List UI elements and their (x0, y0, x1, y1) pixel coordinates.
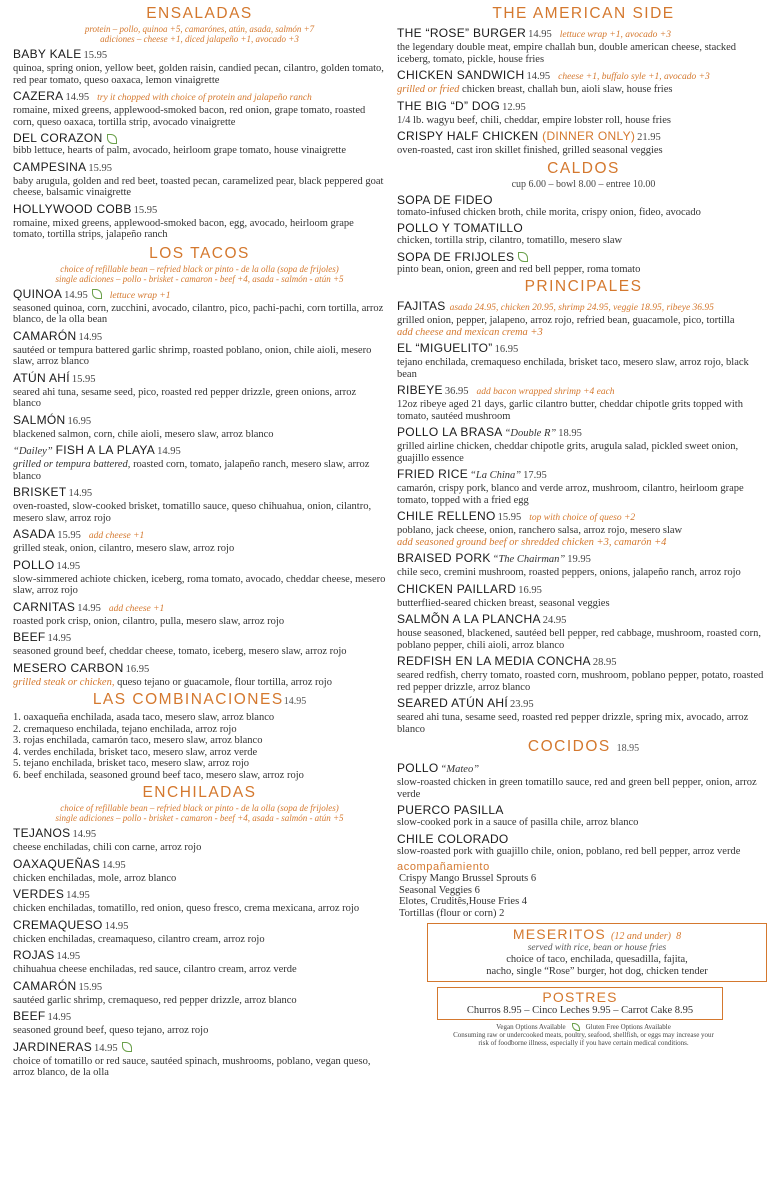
item-description: camarón, crispy pork, blanco and verde arroz, mushroom, cilantro, heirloom grape tomato, topped with a fried egg (397, 483, 744, 506)
item-price: 14.95 (65, 92, 90, 103)
item-description: tomato-infused chicken broth, chile morita, crispy onion, fideo, avocado (397, 206, 701, 218)
item-price: 15.95 (83, 50, 108, 61)
item-note: lettuce wrap +1 (109, 290, 171, 301)
item-name: POLLO (13, 557, 55, 572)
menu-item (13, 979, 386, 1007)
vegan-leaf-icon (122, 1042, 132, 1052)
combo-item: 3. rojas enchilada, camarón taco, mesero slaw, arroz blanco (13, 735, 263, 746)
menu-item (13, 661, 386, 689)
item-price: 14.95 (68, 488, 93, 499)
item-name: JARDINERAS (13, 1039, 93, 1054)
menu-item (397, 509, 770, 548)
item-price: 16.95 (494, 344, 519, 355)
menu-item (397, 68, 770, 96)
item-price: 19.95 (567, 554, 591, 565)
item-price: 14.95 (66, 890, 90, 901)
item-description: bibb lettuce, hearts of palm, avocado, heirloom grape tomato, house vinaigrette (13, 145, 346, 156)
item-description (13, 677, 386, 689)
item-price: 14.95 (64, 289, 88, 301)
left-column (13, 2, 386, 1079)
meseritos-title-text: MESERITOS (512, 926, 606, 942)
menu-item (397, 467, 770, 506)
ensaladas-section (13, 5, 386, 241)
item-price: 15.95 (497, 512, 522, 523)
item-description: chihuahua cheese enchiladas, red sauce, cilantro cream, arroz verde (13, 964, 297, 975)
item-name: THE “ROSE” BURGER (397, 26, 527, 40)
menu-item (397, 761, 770, 800)
menu-item (13, 89, 386, 128)
item-price: 14.95 (56, 951, 81, 962)
menu-item (397, 425, 770, 464)
postres-box (437, 987, 723, 1020)
item-description: seasoned quinoa, corn, zucchini, avocado, cilantro, pico, pachi-pachi, corn tortilla, arroz blanco, de la olla bean (13, 302, 384, 325)
footer (397, 1023, 770, 1047)
combinaciones-section (13, 691, 386, 781)
meseritos-box (427, 923, 767, 982)
menu-item (13, 558, 386, 597)
menu-item (13, 413, 386, 441)
caldos-prices: cup 6.00 – bowl 8.00 – entree 10.00 (511, 178, 656, 190)
item-description: chicken enchiladas, tomatillo, red onion, queso fresco, crema mexicana, arroz rojo (13, 903, 360, 914)
item-name: BRISKET (13, 485, 67, 499)
menu-item (397, 341, 770, 380)
item-price: 24.95 (542, 615, 567, 626)
item-description-text: queso tejano or guacamole, flour tortilla, arroz rojo (117, 676, 332, 688)
item-price: 28.95 (592, 657, 617, 668)
item-subtitle: “Dailey” (13, 446, 53, 457)
item-addon: add seasoned ground beef or shredded chicken +3, camarón +4 (397, 536, 667, 548)
menu-item (13, 826, 386, 854)
item-name: SALMÓN (13, 412, 66, 427)
tacos-section (13, 245, 386, 689)
right-column (397, 2, 770, 1047)
menu-item (397, 250, 770, 276)
menu-item (13, 287, 386, 326)
item-note: lettuce wrap +1, avocado +3 (559, 30, 671, 40)
menu-item (397, 832, 770, 858)
item-price: 14.95 (104, 920, 129, 932)
item-price: 16.95 (125, 663, 150, 675)
item-description: grilled onion, pepper, jalapeno, arroz rojo, refried bean, guacamole, pico, tortilla (397, 315, 735, 326)
item-price: 23.95 (509, 699, 534, 710)
side-item: Elotes, Cruditês,House Fries 4 (399, 896, 528, 907)
postres-title: POSTRES (542, 989, 618, 1005)
item-name: SOPA DE FIDEO (397, 192, 493, 207)
item-description-prefix: grilled steak or chicken, (13, 676, 115, 688)
item-name: PUERCO PASILLA (397, 803, 504, 817)
item-name: CHICKEN PAILLARD (397, 581, 517, 596)
enchiladas-bean-note: choice of refillable bean – refried black or pinto - de la olla (sopa de frijoles) (60, 803, 339, 813)
item-description: seared ahi tuna, sesame seed, roasted red pepper drizzle, spring mix, avocado, arroz blanco (397, 712, 749, 735)
side-item: Tortillas (flour or corn) 2 (399, 907, 505, 919)
item-name: MESERO CARBON (13, 660, 124, 675)
vegan-leaf-icon (107, 134, 117, 144)
menu-item (397, 803, 770, 829)
menu-item (13, 371, 386, 410)
meseritos-choices-2: nacho, single “Rose” burger, hot dog, chicken tender (486, 966, 708, 977)
menu-item (397, 551, 770, 579)
combo-item: 6. beef enchilada, seasoned ground beef taco, mesero slaw, arroz rojo (13, 769, 304, 781)
item-name: CRISPY HALF CHICKEN (397, 129, 539, 143)
item-price: 14.95 (78, 331, 103, 343)
dinner-only-badge: (DINNER ONLY) (542, 129, 636, 143)
menu-item (13, 630, 386, 658)
item-description: poblano, jack cheese, onion, ranchero salsa, arroz rojo, mesero slaw (397, 525, 683, 536)
item-subtitle: “The Chairman” (492, 554, 566, 565)
item-price: 18.95 (558, 428, 582, 439)
item-name: SOPA DE FRIJOLES (397, 249, 515, 264)
item-name: CHICKEN SANDWICH (397, 68, 525, 82)
item-description: chile seco, cremini mushroom, roasted peppers, onions, jalapeño ranch, arroz rojo (397, 567, 741, 578)
item-note: cheese +1, buffalo syle +1, avocado +3 (558, 72, 710, 82)
item-name: POLLO LA BRASA (397, 425, 503, 439)
principales-section (397, 278, 770, 735)
menu-item (397, 654, 770, 693)
item-description: seasoned ground beef, queso tejano, arroz rojo (13, 1025, 209, 1036)
item-description-prefix: grilled or fried (397, 84, 460, 95)
enchiladas-adiciones-note: single adiciones – pollo - brisket - camaron - beef +4, asada - salmón - atún +5 (55, 813, 344, 823)
item-name: FRIED RICE (397, 467, 469, 481)
item-description: pinto bean, onion, green and red bell pepper, roma tomato (397, 263, 641, 275)
item-description: chicken enchiladas, mole, arroz blanco (13, 872, 177, 884)
cocidos-price: 18.95 (616, 743, 640, 754)
postres-items: Churros 8.95 – Cinco Leches 9.95 – Carrot Cake 8.95 (466, 1005, 694, 1016)
item-name: THE BIG “D” DOG (397, 98, 501, 113)
item-name: CARNITAS (13, 599, 76, 614)
meseritos-served: served with rice, bean or house fries (527, 943, 667, 953)
menu-item (13, 527, 386, 555)
menu-item (13, 857, 386, 885)
item-name: HOLLYWOOD COBB (13, 201, 132, 216)
item-name: BABY KALE (13, 47, 82, 61)
item-price: 36.95 (444, 386, 469, 397)
item-name: CHILE COLORADO (397, 831, 509, 846)
item-description-text: chicken breast, challah bun, aioli slaw, house fries (462, 84, 673, 95)
item-price: 15.95 (88, 162, 113, 174)
item-price: 14.95 (157, 446, 181, 457)
vegan-leaf-icon (572, 1023, 580, 1031)
side-item: Seasonal Veggies 6 (399, 884, 480, 896)
item-description: grilled steak, onion, cilantro, mesero slaw, arroz rojo (13, 543, 235, 554)
item-price: 14.95 (47, 1012, 72, 1023)
menu-item (397, 99, 770, 127)
item-price: 15.95 (71, 373, 96, 385)
menu-item (397, 26, 770, 65)
item-description (397, 84, 770, 96)
menu-item (13, 485, 386, 524)
item-name: CAMARÓN (13, 978, 77, 993)
item-description: choice of tomatillo or red sauce, sautéed spinach, mushrooms, poblano, vegan queso, arroz blanco, de la olla (13, 1055, 371, 1078)
item-description: 12oz ribeye aged 21 days, garlic cilantro butter, cheddar chipotle grits topped with tomato, sautéed mushroom (397, 399, 743, 422)
item-description: slow-simmered achiote chicken, iceberg, roma tomato, avocado, cheddar cheese, mesero slaw, arroz rojo (13, 573, 386, 596)
gluten-free-text: Gluten Free Options Available (585, 1023, 671, 1031)
american-section (397, 5, 770, 157)
item-description: grilled airline chicken, cheddar chipotle grits, arugula salad, pickled sweet onion, guajillo essence (397, 441, 739, 464)
item-name: ROJAS (13, 948, 55, 962)
item-note: add bacon wrapped shrimp +4 each (476, 387, 615, 397)
menu-item (397, 696, 770, 735)
item-name: OAXAQUEÑAS (13, 856, 101, 871)
menu-item (13, 1009, 386, 1037)
menu-item (13, 948, 386, 976)
health-warning-2: risk of foodborne illness, especially if you have certain medical conditions. (478, 1039, 689, 1048)
cocidos-section (397, 738, 770, 857)
item-price: 14.95 (72, 829, 97, 840)
item-description: oven-roasted, cast iron skillet finished, grilled seasonal veggies (397, 145, 663, 156)
item-description: butterflied-seared chicken breast, seasonal veggies (397, 597, 610, 609)
item-description: chicken, tortilla strip, cilantro, tomatillo, mesero slaw (397, 235, 623, 246)
menu-item (13, 887, 386, 915)
item-description: blackened salmon, corn, chile aioli, mesero slaw, arroz blanco (13, 428, 274, 440)
cocidos-title (397, 738, 770, 758)
menu-item (13, 202, 386, 241)
item-description: slow-cooked pork in a sauce of pasilla chile, arroz blanco (397, 817, 639, 828)
dietary-options (397, 1023, 770, 1031)
american-title: THE AMERICAN SIDE (492, 5, 675, 22)
item-price: 14.95 (94, 1042, 118, 1054)
item-price: 14.95 (77, 602, 101, 614)
combo-item: 2. cremaqueso enchilada, tejano enchilada, arroz rojo (13, 723, 237, 735)
item-description: 1/4 lb. wagyu beef, chili, cheddar, empire lobster roll, house fries (397, 114, 671, 126)
item-price: 17.95 (523, 470, 547, 481)
item-name: RIBEYE (397, 383, 443, 397)
meseritos-age: (12 and under) (611, 931, 671, 942)
item-description-text: roasted corn, tomato, jalapeño ranch, mesero slaw, arroz blanco (13, 459, 370, 482)
item-name: POLLO (397, 761, 439, 775)
ensaladas-protein-note: protein – pollo, quinoa +5, camarónes, atún, asada, salmón +7 (84, 24, 315, 34)
item-name: BEEF (13, 630, 46, 644)
item-description: chicken enchiladas, creamaqueso, cilantro cream, arroz rojo (13, 933, 265, 945)
menu-item (397, 193, 770, 219)
vegan-leaf-icon (92, 289, 102, 299)
item-name: QUINOA (13, 286, 63, 301)
item-name: FISH A LA PLAYA (55, 443, 156, 457)
item-description: seasoned ground beef, cheddar cheese, tomato, iceberg, mesero slaw, arroz rojo (13, 646, 347, 657)
item-price: 16.95 (518, 584, 542, 596)
item-price: 14.95 (56, 560, 81, 572)
caldos-section (397, 160, 770, 276)
caldos-title: CALDOS (547, 159, 620, 177)
item-name: REDFISH EN LA MEDIA CONCHA (397, 654, 591, 668)
menu-item (13, 160, 386, 199)
meseritos-title (428, 926, 766, 942)
item-name: ATÚN AHÍ (13, 370, 70, 385)
principales-title: PRINCIPALES (524, 278, 643, 295)
tacos-adiciones-note: single adiciones – pollo - brisket - camaron - beef +4, asada - salmón - atún +5 (55, 273, 344, 284)
item-name: DEL CORAZON (13, 131, 103, 145)
meseritos-price: 8 (676, 931, 682, 942)
menu-item (13, 1040, 386, 1079)
item-note: asada 24.95, chicken 20.95, shrimp 24.95, veggie 18.95, ribeye 36.95 (449, 303, 714, 313)
item-note: top with choice of queso +2 (529, 513, 636, 523)
item-subtitle: “La China” (470, 470, 522, 481)
item-subtitle: “Double R” (504, 428, 557, 439)
item-description (13, 459, 386, 482)
menu-item (13, 131, 386, 157)
item-description: tejano enchilada, cremaqueso enchilada, brisket taco, mesero slaw, arroz rojo, black bean (397, 357, 749, 380)
ensaladas-adiciones-note: adiciones – cheese +1, diced jalapeño +1, avocado +3 (100, 34, 299, 44)
item-description: sautéed or tempura battered garlic shrimp, roasted poblano, onion, chile aioli, mesero slaw, arroz blanco (13, 344, 372, 367)
item-name: SALMÕN A LA PLANCHA (397, 612, 541, 626)
combinaciones-price: 14.95 (283, 696, 307, 707)
combinaciones-title (13, 691, 386, 711)
item-description: sautéed garlic shrimp, cremaqueso, red pepper drizzle, arroz blanco (13, 994, 297, 1006)
menu-item (13, 443, 386, 482)
item-description: cheese enchiladas, chili con carne, arroz rojo (13, 842, 202, 853)
combo-item: 4. verdes enchilada, brisket taco, mesero slaw, arroz verde (13, 746, 258, 758)
item-price: 14.95 (47, 633, 72, 644)
vegan-options-text: Vegan Options Available (496, 1023, 566, 1031)
item-name: POLLO Y TOMATILLO (397, 221, 524, 235)
item-price: 21.95 (637, 132, 661, 143)
item-note: try it chopped with choice of protein and jalapeño ranch (97, 93, 312, 103)
item-description: roasted pork crisp, onion, cilantro, pulla, mesero slaw, arroz rojo (13, 615, 285, 627)
item-description-prefix: grilled or tempura battered, (13, 459, 131, 470)
menu-item (397, 221, 770, 247)
item-price: 14.95 (528, 29, 552, 40)
acompanamiento-section (397, 861, 770, 919)
item-price: 15.95 (57, 530, 81, 541)
menu-item (13, 600, 386, 628)
item-addon: add cheese and mexican crema +3 (397, 326, 543, 338)
menu-item (397, 383, 770, 422)
item-name: CAZERA (13, 89, 64, 103)
menu-item (13, 918, 386, 946)
combo-item: 1. oaxaqueña enchilada, asada taco, mesero slaw, arroz blanco (13, 712, 275, 723)
menu-item (397, 129, 770, 157)
item-description: house seasoned, blackened, sautéed bell pepper, red cabbage, mushroom, roasted corn, poblano pepper, chili aioli, arroz blanco (397, 628, 762, 651)
menu-item (397, 299, 770, 338)
item-name: CAMPESINA (13, 159, 87, 174)
item-price: 15.95 (78, 981, 103, 993)
vegan-leaf-icon (518, 252, 528, 262)
item-description: seared redfish, cherry tomato, roasted corn, mushroom, poblano pepper, potato, roasted red pepper drizzle, arroz blanco (397, 670, 764, 693)
tacos-title: LOS TACOS (149, 244, 250, 262)
item-name: ASADA (13, 527, 56, 541)
item-note: add cheese +1 (88, 531, 145, 541)
item-description: slow-roasted pork with guajillo chile, onion, poblano, red bell pepper, arroz verde (397, 845, 741, 857)
item-description: oven-roasted, slow-cooked brisket, tomatillo sauce, queso chihuahua, onion, cilantro, mesero slaw, arroz rojo (13, 501, 372, 524)
ensaladas-title: ENSALADAS (146, 5, 253, 22)
item-price: 12.95 (502, 101, 526, 113)
item-description: quinoa, spring onion, yellow beet, golden raisin, candied pecan, cilantro, golden tomato, red pear tomato, queso oaxaca, lemon vinaigrette (13, 63, 384, 86)
item-name: SEARED ATÚN AHÍ (397, 696, 508, 710)
meseritos-choices: choice of taco, enchilada, quesadilla, fajita, (506, 954, 688, 965)
item-name: CAMARÓN (13, 328, 77, 343)
item-price: 16.95 (67, 415, 92, 427)
combo-item: 5. tejano enchilada, brisket taco, mesero slaw, arroz rojo (13, 758, 250, 769)
enchiladas-title: ENCHILADAS (142, 784, 257, 801)
item-price: 14.95 (102, 859, 126, 871)
item-description: the legendary double meat, empire challah bun, double american cheese, stacked iceberg, tomato, pickle, house fries (397, 42, 737, 65)
menu-item (397, 612, 770, 651)
item-price: 14.95 (526, 71, 551, 82)
item-name: EL “MIGUELITO” (397, 341, 493, 355)
menu-item (13, 329, 386, 368)
item-name: BEEF (13, 1009, 46, 1023)
combinaciones-title-text: LAS COMBINACIONES (92, 691, 284, 708)
item-name: FAJITAS (397, 299, 446, 313)
tacos-bean-note: choice of refillable bean – refried black or pinto - de la olla (sopa de frijoles) (60, 263, 339, 274)
item-name: TEJANOS (13, 826, 71, 840)
item-description: romaine, mixed greens, applewood-smoked bacon, red onion, grape tomato, roasted corn, queso oaxaca, tortilla strip, avocado vinaigrette (13, 105, 366, 128)
item-description: baby arugula, golden and red beet, toasted pecan, caramelized pear, black peppered goat cheese, balsamic vinaigrette (13, 175, 384, 198)
item-name: CHILE RELLENO (397, 509, 496, 523)
side-item: Crispy Mango Brussel Sprouts 6 (399, 873, 537, 884)
item-description: romaine, mixed greens, applewood-smoked bacon, egg, avocado, heirloom grape tomato, tortilla strips, jalapeño ranch (13, 217, 354, 240)
item-name: CREMAQUESO (13, 917, 103, 932)
menu-item (13, 47, 386, 86)
menu-item (397, 582, 770, 610)
acompanamiento-title: acompañamiento (397, 861, 490, 873)
item-price: 15.95 (133, 204, 158, 216)
enchiladas-section (13, 784, 386, 1079)
item-name: VERDES (13, 887, 65, 901)
cocidos-title-text: COCIDOS (527, 738, 611, 755)
item-description: seared ahi tuna, sesame seed, pico, roasted red pepper drizzle, green onions, arroz blanco (13, 386, 357, 409)
item-subtitle: “Mateo” (440, 764, 480, 775)
health-warning: Consuming raw or undercooked meats, poultry, seafood, shellfish, or eggs may increase your (453, 1031, 714, 1040)
item-description: slow-roasted chicken in green tomatillo sauce, red and green bell pepper, onion, arroz verde (397, 777, 757, 800)
item-note: add cheese +1 (108, 603, 165, 614)
item-name: BRAISED PORK (397, 551, 491, 565)
